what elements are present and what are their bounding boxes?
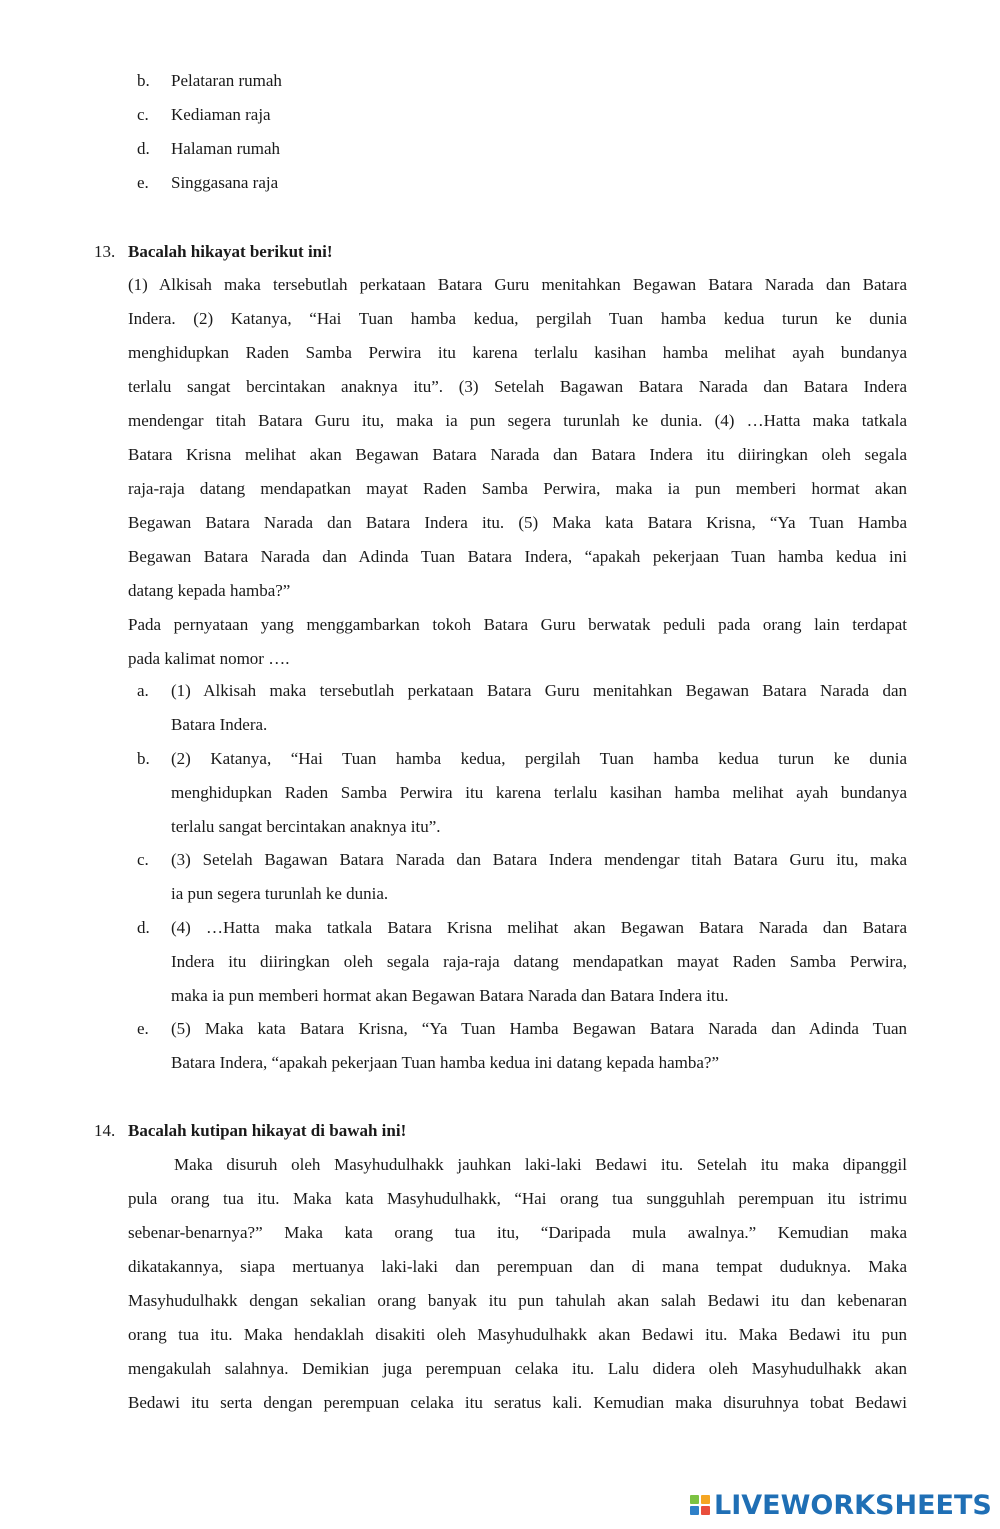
q12-option-text: Kediaman raja bbox=[171, 105, 271, 124]
q12-option-label: d. bbox=[137, 139, 150, 158]
hikayat-excerpt bbox=[128, 1148, 907, 1420]
option-label-b: b. bbox=[137, 749, 150, 768]
option-line: ia pun segera turunlah ke dunia. bbox=[171, 884, 389, 903]
option-d bbox=[171, 911, 907, 1013]
excerpt-line: orang tua itu. Maka hendaklah disakiti oleh Masyhudulhakk akan Bedawi itu. Maka Bedawi itu pun bbox=[128, 1325, 907, 1344]
option-line: menghidupkan Raden Samba Perwira itu karena terlalu kasihan hamba melihat ayah bundanya bbox=[171, 783, 907, 802]
option-label-d: d. bbox=[137, 918, 150, 937]
passage-line: terlalu sangat bercintakan anaknya itu”. (3) Setelah Bagawan Batara Narada dan Batara Indera bbox=[128, 377, 907, 396]
question-number: 14. bbox=[94, 1121, 116, 1140]
excerpt-line: pula orang tua itu. Maka kata Masyhudulhakk, “Hai orang tua sungguhlah perempuan itu istrimu bbox=[128, 1189, 907, 1208]
q12-option-text: Pelataran rumah bbox=[171, 71, 282, 90]
passage-line: raja-raja datang mendapatkan mayat Raden Samba Perwira, maka ia pun memberi hormat akan bbox=[128, 479, 907, 498]
option-e bbox=[171, 1012, 907, 1080]
option-a bbox=[171, 674, 907, 742]
question-instruction: Bacalah hikayat berikut ini! bbox=[128, 242, 333, 261]
option-line: terlalu sangat bercintakan anaknya itu”. bbox=[171, 817, 441, 836]
q12-option-text: Halaman rumah bbox=[171, 139, 281, 158]
option-line: (3) Setelah Bagawan Batara Narada dan Batara Indera mendengar titah Batara Guru itu, maka bbox=[171, 850, 907, 869]
passage-line: (1) Alkisah maka tersebutlah perkataan Batara Guru menitahkan Begawan Batara Narada dan Batara bbox=[128, 275, 907, 294]
passage-line: mendengar titah Batara Guru itu, maka ia pun segera turunlah ke dunia. (4) …Hatta maka tatkala bbox=[128, 411, 907, 430]
excerpt-line: Bedawi itu serta dengan perempuan celaka itu seratus kali. Kemudian maka disuruhnya tobat Bedawi bbox=[128, 1393, 907, 1412]
option-label-e: e. bbox=[137, 1019, 149, 1038]
question-instruction: Bacalah kutipan hikayat di bawah ini! bbox=[128, 1121, 407, 1140]
option-line: (2) Katanya, “Hai Tuan hamba kedua, pergilah Tuan hamba kedua turun ke dunia bbox=[171, 749, 907, 768]
option-label-a: a. bbox=[137, 681, 149, 700]
option-line: Indera itu diiringkan oleh segala raja-raja datang mendapatkan mayat Raden Samba Perwira, bbox=[171, 952, 907, 971]
excerpt-line: Masyhudulhakk dengan sekalian orang banyak itu pun tahulah akan salah Bedawi itu dan kebenaran bbox=[128, 1291, 907, 1310]
passage-line: datang kepada hamba?” bbox=[128, 581, 291, 600]
passage-line: menghidupkan Raden Samba Perwira itu karena terlalu kasihan hamba melihat ayah bundanya bbox=[128, 343, 907, 362]
q12-option-label: e. bbox=[137, 173, 149, 192]
liveworksheets-logo-text: LIVEWORKSHEETS bbox=[714, 1489, 992, 1521]
option-c bbox=[171, 843, 907, 911]
q12-option-text: Singgasana raja bbox=[171, 173, 279, 192]
passage-line: Batara Krisna melihat akan Begawan Batara Narada dan Batara Indera itu diiringkan oleh segala bbox=[128, 445, 907, 464]
excerpt-line: dikatakannya, siapa mertuanya laki-laki dan perempuan dan di mana tempat duduknya. Maka bbox=[128, 1257, 907, 1276]
excerpt-line: Maka disuruh oleh Masyhudulhakk jauhkan laki-laki Bedawi itu. Setelah itu maka dipanggil bbox=[174, 1155, 907, 1174]
hikayat-passage bbox=[128, 268, 907, 676]
passage-line: Begawan Batara Narada dan Batara Indera itu. (5) Maka kata Batara Krisna, “Ya Tuan Hamba bbox=[128, 513, 907, 532]
option-line: (5) Maka kata Batara Krisna, “Ya Tuan Hamba Begawan Batara Narada dan Adinda Tuan bbox=[171, 1019, 907, 1038]
option-line: Batara Indera. bbox=[171, 715, 268, 734]
passage-line: Indera. (2) Katanya, “Hai Tuan hamba kedua, pergilah Tuan hamba kedua turun ke dunia bbox=[128, 309, 907, 328]
excerpt-line: mengakulah salahnya. Demikian juga perempuan celaka itu. Lalu didera oleh Masyhudulhakk akan bbox=[128, 1359, 907, 1378]
excerpt-line: sebenar-benarnya?” Maka kata orang tua itu, “Daripada mula awalnya.” Kemudian maka bbox=[128, 1223, 907, 1242]
option-line: (1) Alkisah maka tersebutlah perkataan Batara Guru menitahkan Begawan Batara Narada dan bbox=[171, 681, 907, 700]
option-b bbox=[171, 742, 907, 844]
question-number: 13. bbox=[94, 242, 116, 261]
option-line: maka ia pun memberi hormat akan Begawan Batara Narada dan Batara Indera itu. bbox=[171, 986, 729, 1005]
question-line: Pada pernyataan yang menggambarkan tokoh Batara Guru berwatak peduli pada orang lain terdapat bbox=[128, 615, 907, 634]
option-label-c: c. bbox=[137, 850, 149, 869]
passage-line: Begawan Batara Narada dan Adinda Tuan Batara Indera, “apakah pekerjaan Tuan hamba kedua ini bbox=[128, 547, 907, 566]
question-line: pada kalimat nomor …. bbox=[128, 649, 290, 668]
q12-option-label: b. bbox=[137, 71, 150, 90]
liveworksheets-logo bbox=[690, 1488, 992, 1522]
option-line: (4) …Hatta maka tatkala Batara Krisna melihat akan Begawan Batara Narada dan Batara bbox=[171, 918, 907, 937]
option-line: Batara Indera, “apakah pekerjaan Tuan hamba kedua ini datang kepada hamba?” bbox=[171, 1053, 720, 1072]
q12-option-label: c. bbox=[137, 105, 149, 124]
liveworksheets-logo-icon bbox=[690, 1495, 710, 1515]
